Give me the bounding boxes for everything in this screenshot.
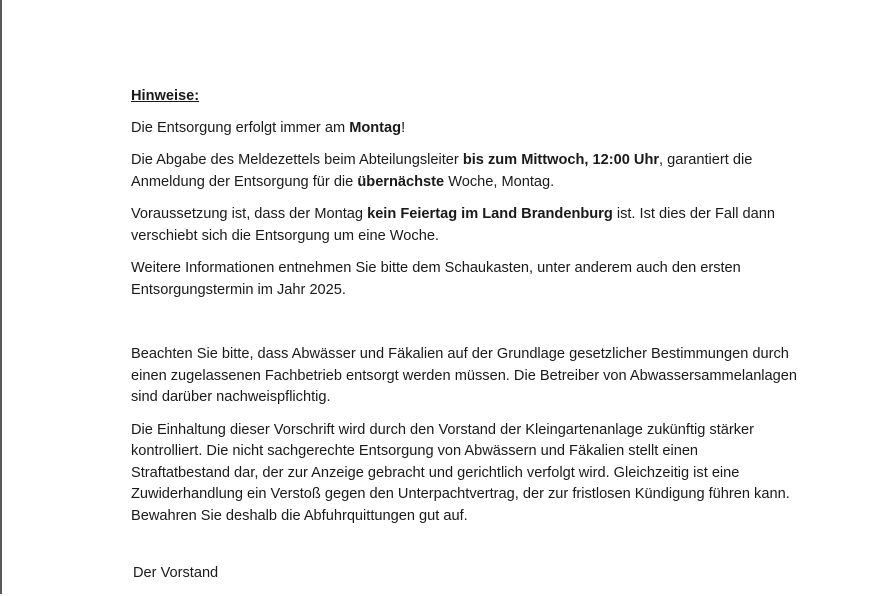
bold-text: übernächste xyxy=(357,173,445,190)
signature: Der Vorstand xyxy=(133,565,219,581)
text: ! xyxy=(401,119,406,136)
document-page xyxy=(131,86,801,596)
text: Die Abgabe des Meldezettels beim Abteilungsleiter xyxy=(131,152,463,168)
scan-left-edge xyxy=(0,0,2,594)
bold-text: kein Feiertag im Land Brandenburg xyxy=(367,206,613,222)
notes-heading: Hinweise: xyxy=(131,88,200,104)
bold-text: bis zum Mittwoch, 12:00 Uhr xyxy=(462,152,660,168)
paragraph-holiday-rule xyxy=(131,204,801,247)
paragraph-legal-requirements: Beachten Sie bitte, dass Abwässer und Fäkalien auf der Grundlage gesetzlicher Bestimmungen durch einen zugelassenen Fachbetrieb entsorgt werden müssen. Die Betreiber von Abwassersammelanlagen sind darüber nachweispflichtig. xyxy=(131,346,798,405)
spacer xyxy=(131,538,801,563)
text: Voraussetzung ist, dass der Montag xyxy=(131,206,368,222)
text: Woche, Montag. xyxy=(444,173,555,190)
text: Die Entsorgung erfolgt immer am xyxy=(131,119,350,136)
text: ist. Ist dies der Fall dann verschiebt sich die Entsorgung um eine Woche. xyxy=(131,206,776,244)
paragraph-further-info: Weitere Informationen entnehmen Sie bitte dem Schaukasten, unter anderem auch den ersten Entsorgungstermin im Jahr 2025. xyxy=(131,260,741,298)
text: , garantiert die Anmeldung der Entsorgung für die xyxy=(131,152,753,190)
spacer xyxy=(131,312,801,344)
paragraph-registration-deadline xyxy=(131,150,801,193)
bold-text: Montag xyxy=(349,119,402,136)
paragraph-enforcement: Die Einhaltung dieser Vorschrift wird durch den Vorstand der Kleingartenanlage zukünftig stärker kontrolliert. Die nicht sachgerechte Entsorgung von Abwässern und Fäkalien stellt einen Straftatbestand dar, der zur Anzeige gebracht und gerichtlich verfolgt wird. Gleichzeitig ist eine Zuwiderhandlung ein Verstoß gegen den Unterpachtvertrag, der zur fristlosen Kündigung führen kann. Bewahren Sie deshalb die Abfuhrquittungen gut auf. xyxy=(131,421,790,524)
paragraph-disposal-day xyxy=(131,118,801,140)
